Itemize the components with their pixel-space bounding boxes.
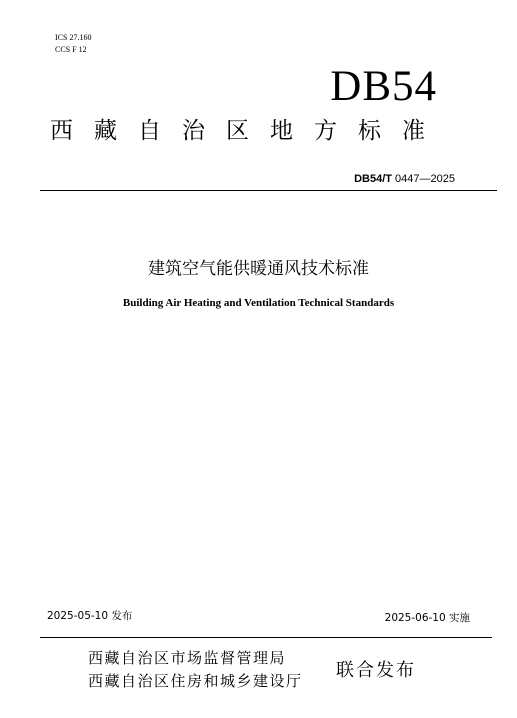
joint-release-label: 联合发布 (336, 660, 416, 681)
ics-code: ICS 27.160 (55, 33, 92, 42)
document-title-chinese: 建筑空气能供暖通风技术标准 (148, 259, 369, 279)
standard-number (354, 172, 455, 186)
ccs-code: CCS F 12 (55, 45, 87, 54)
issuer-market-regulation: 西藏自治区市场监督管理局 (88, 649, 287, 667)
standard-type-heading: 西藏自治区地方标准 (50, 118, 446, 144)
top-divider (40, 190, 497, 191)
standard-number-prefix: DB54/T (354, 173, 392, 185)
standard-number-suffix: 0447—2025 (392, 173, 455, 185)
issue-date: 2025-05-10 发布 (47, 610, 133, 622)
implementation-date: 2025-06-10 实施 (384, 612, 470, 624)
issuer-housing-construction: 西藏自治区住房和城乡建设厅 (88, 672, 303, 690)
standard-code-logo: DB54 (330, 63, 437, 110)
document-title-english: Building Air Heating and Ventilation Technical Standards (122, 297, 395, 309)
bottom-divider (40, 637, 492, 638)
